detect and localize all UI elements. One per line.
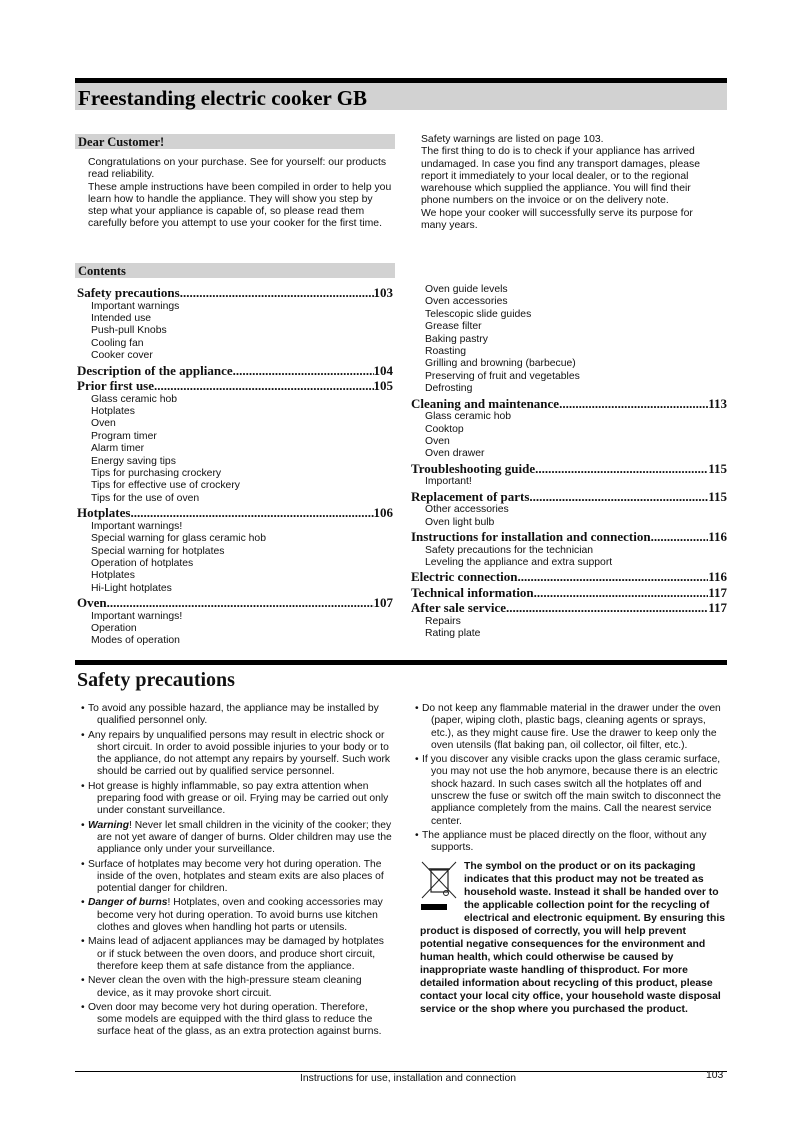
toc-leader-dots [130, 505, 373, 521]
toc-leader-dots [518, 569, 709, 585]
toc-subentry[interactable]: Hotplates [91, 570, 135, 582]
toc-entry-title: Instructions for installation and connection [411, 529, 651, 544]
toc-entry-page: 113 [708, 395, 727, 411]
toc-entry[interactable] [411, 461, 727, 477]
bullet-text: ! Never let small children in the vicinity of the cooker; they are not yet aware of danger of burns. Older children may use the appliance only under your surveillance. [97, 819, 392, 856]
toc-entry-title: Electric connection [411, 569, 518, 585]
toc-entry-title: Hotplates [77, 505, 131, 521]
toc-subentry[interactable]: Oven [91, 418, 116, 430]
toc-entry[interactable] [411, 396, 727, 412]
bullet-text: Oven door may become very hot during operation. Therefore, some models are equipped with the third glass to reduce the surface heat of the glass, as an extra protection against burns. [88, 1001, 382, 1038]
toc-subentry[interactable]: Tips for the use of oven [91, 492, 200, 504]
toc-subentry[interactable]: Roasting [425, 346, 467, 358]
bullet-text: Never clean the oven with the high-pressure steam cleaning device, as it may provoke short circuit. [88, 975, 362, 999]
toc-subentry[interactable]: Operation [91, 623, 137, 635]
toc-subentry[interactable]: Important warnings! [91, 520, 183, 532]
weee-notice [420, 860, 726, 1016]
page-number: 103 [706, 1070, 724, 1081]
toc-subentry[interactable]: Alarm timer [91, 443, 145, 455]
bullet-text: Hot grease is highly inflammable, so pay extra attention when preparing food with grease or oil. Frying may be carried out only under constant surveillance. [88, 780, 389, 817]
crossed-out-wheelie-bin-icon [420, 860, 460, 912]
toc-subentry[interactable]: Important warnings [91, 300, 180, 312]
toc-entry-title: Replacement of parts [411, 488, 530, 504]
toc-subentry[interactable]: Cooker cover [91, 350, 153, 362]
paragraph: The first thing to do is to check if your appliance has arrived undamaged. In case you find any transport damages, please report it immediately to your local dealer, or to the regional warehouse which supplied the appliance. You will find their phone numbers on the invoice or on the delivery note. [421, 146, 700, 207]
page-title: Freestanding electric cooker GB [78, 86, 368, 110]
bullet-text: Any repairs by unqualified persons may result in electric shock or short circuit. In order to avoid possible injuries to your body or to the appliance, do not attempt any repairs by yourself. Such work should be carried out by qualified service personnel. [88, 729, 391, 778]
toc-leader-dots [534, 585, 709, 601]
toc-leader-dots [529, 489, 708, 505]
toc-entry[interactable] [411, 585, 727, 601]
toc-entry[interactable] [77, 595, 393, 611]
paragraph: We hope your cooker will successfully serve its purpose for many years. [421, 207, 693, 232]
bullet-text: Do not keep any flammable material in the drawer under the oven (paper, wiping cloth, plastic bags, cleaning agents or sprays, etc.), as they might cause fire. Use the drawer to keep only the oven utensils (flat baking pan, oil collector, oil filter, etc.). [422, 703, 721, 751]
toc-right-column [411, 284, 727, 641]
toc-entry-page: 116 [708, 569, 727, 585]
safety-bullet [75, 1002, 395, 1039]
toc-leader-dots [154, 378, 373, 394]
toc-subentry[interactable]: Tips for effective use of crockery [91, 480, 240, 492]
dear-left-text [88, 157, 393, 231]
bullet-text: To avoid any possible hazard, the appliance may be installed by qualified personnel only. [88, 703, 379, 727]
safety-bullet [75, 897, 395, 934]
toc-leader-dots [180, 285, 374, 301]
safety-list-left [75, 703, 395, 1041]
toc-entry[interactable] [77, 378, 393, 394]
bullet-text: The appliance must be placed directly on the floor, without any supports. [422, 829, 707, 854]
toc-subentry[interactable]: Special warning for glass ceramic hob [91, 533, 266, 545]
safety-bullet [75, 703, 395, 728]
toc-entry[interactable] [77, 363, 393, 379]
toc-subentry[interactable]: Cooling fan [91, 337, 144, 349]
toc-subentry[interactable]: Program timer [91, 430, 157, 442]
toc-subentry[interactable]: Repairs [425, 615, 461, 627]
bullet-emphasis: Danger of burns [88, 897, 168, 909]
toc-subentry[interactable]: Tips for purchasing crockery [91, 467, 222, 479]
safety-bullet [75, 859, 395, 896]
safety-list-right [409, 703, 727, 857]
toc-subentry[interactable]: Important! [425, 476, 472, 488]
toc-leader-dots [107, 595, 374, 611]
toc-leader-dots [559, 396, 708, 412]
toc-subentry[interactable]: Safety precautions for the technician [425, 544, 594, 556]
paragraph: Congratulations on your purchase. See for yourself: our products read reliability. [88, 157, 387, 181]
safety-bullet [75, 730, 395, 779]
bullet-text: ! Hotplates, oven and cooking accessories may become very hot during operation. To avoid burns use kitchen clothes and gloves when handling hot parts or utensils. [97, 897, 383, 934]
safety-bullet [75, 975, 395, 1000]
toc-entry-page: 106 [373, 505, 393, 521]
toc-subentry[interactable]: Preserving of fruit and vegetables [425, 370, 580, 382]
toc-subentry[interactable]: Modes of operation [91, 635, 180, 647]
toc-entry-title: Troubleshooting guide [411, 460, 536, 476]
toc-subentry[interactable]: Rating plate [425, 628, 481, 640]
toc-entry[interactable] [77, 285, 393, 301]
bullet-text: Mains lead of adjacent appliances may be damaged by hotplates or if stuck between the oven doors, and produce short circuit, therefore keep them at safe distance from the appliance. [88, 936, 384, 972]
toc-subentry[interactable]: Defrosting [425, 383, 473, 395]
toc-entry-page: 115 [708, 460, 727, 476]
bullet-text: If you discover any visible cracks upon the glass ceramic surface, you may not use the hob anymore, because there is an electric shock hazard. In such cases switch all the hotplates off and unscrew the fuse or switch off the main switch to disconnect the appliance completely from the mains. Call the nearest service center. [422, 754, 721, 827]
safety-section-header [75, 660, 727, 692]
dear-customer-heading: Dear Customer! [75, 134, 395, 149]
toc-left-column [77, 285, 393, 648]
toc-subentry[interactable]: Cooktop [425, 423, 464, 435]
toc-subentry[interactable]: Energy saving tips [91, 455, 176, 467]
safety-heading: Safety precautions [77, 669, 235, 691]
toc-subentry[interactable]: Telescopic slide guides [425, 308, 532, 320]
toc-subentry[interactable]: Glass ceramic hob [91, 393, 178, 405]
contents-heading: Contents [75, 263, 395, 278]
toc-subentry[interactable]: Intended use [91, 312, 152, 324]
toc-entry[interactable] [77, 505, 393, 521]
bullet-text: Surface of hotplates may become very hot during operation. The inside of the oven, hotplates and steam exits are also places of potential danger for children. [88, 858, 384, 895]
toc-entry-title: After sale service [411, 600, 507, 616]
safety-bullet [75, 781, 395, 818]
toc-entry-page: 117 [708, 600, 727, 616]
toc-entry-title: Safety precautions [77, 285, 180, 300]
toc-subentry[interactable]: Important warnings! [91, 610, 183, 622]
toc-entry-title: Cleaning and maintenance [411, 395, 560, 411]
toc-entry[interactable] [411, 489, 727, 505]
toc-subentry[interactable]: Special warning for hotplates [91, 545, 225, 557]
dear-right-text [421, 134, 721, 232]
title-bar [75, 78, 727, 110]
toc-subentry[interactable]: Oven guide levels [425, 284, 508, 295]
toc-subentry[interactable]: Baking pastry [425, 333, 488, 345]
toc-entry[interactable] [411, 600, 727, 616]
safety-bullet [409, 830, 727, 855]
toc-subentry[interactable]: Glass ceramic hob [425, 411, 512, 423]
safety-bullet [75, 820, 395, 857]
toc-subentry[interactable]: Hi-Light hotplates [91, 582, 172, 594]
bullet-emphasis: Warning [88, 819, 129, 831]
toc-subentry[interactable]: Leveling the appliance and extra support [425, 556, 613, 568]
footer-text: Instructions for use, installation and connection [300, 1073, 517, 1084]
toc-leader-dots [506, 600, 708, 616]
toc-entry-page: 103 [373, 285, 393, 300]
toc-entry-page: 115 [708, 488, 727, 504]
weee-text: The symbol on the product or on its packaging indicates that this product may not be treated as household waste. Instead it shall be handed over to the applicable collection point for the recycling of electrical and electronic equipment. By ensuring this product is disposed of correctly, you will help prevent potential negative consequences for the environment and human health, which could otherwise be caused by inappropriate waste handling of thisproduct. For more detailed information about recycling of this product, please contact your local city office, your household waste disposal service or the shop where you purchased the product. [420, 861, 725, 1015]
toc-entry-title: Prior first use [77, 378, 155, 394]
toc-entry-page: 117 [708, 584, 727, 600]
toc-entry[interactable] [411, 529, 727, 545]
safety-bullet [409, 754, 727, 828]
toc-subentry[interactable]: Oven accessories [425, 296, 508, 308]
toc-entry-page: 105 [373, 378, 393, 394]
safety-bullet [75, 936, 395, 973]
toc-subentry[interactable]: Oven light bulb [425, 516, 495, 528]
toc-entry-title: Technical information [411, 584, 534, 600]
toc-subentry[interactable]: Hotplates [91, 405, 135, 417]
toc-subentry[interactable]: Grease filter [425, 321, 482, 333]
toc-entry-title: Oven [77, 595, 107, 611]
toc-subentry[interactable]: Grilling and browning (barbecue) [425, 358, 576, 370]
paragraph: Safety warnings are listed on page 103. [421, 134, 604, 145]
toc-leader-dots [233, 363, 374, 379]
toc-entry[interactable] [411, 569, 727, 585]
toc-subentry[interactable]: Other accessories [425, 504, 509, 516]
toc-leader-dots [535, 461, 708, 477]
safety-bullet [409, 703, 727, 752]
toc-entry-title: Description of the appliance [77, 362, 233, 378]
toc-entry-page: 104 [373, 362, 393, 378]
toc-entry-page: 116 [708, 529, 727, 544]
toc-subentry[interactable]: Push-pull Knobs [91, 325, 167, 337]
toc-entry-page: 107 [373, 595, 393, 611]
toc-subentry[interactable]: Operation of hotplates [91, 557, 194, 569]
toc-subentry[interactable]: Oven drawer [425, 448, 485, 460]
toc-leader-dots [651, 529, 709, 545]
paragraph: These ample instructions have been compiled in order to help you learn how to handle the appliance. They will show you step by step what your appliance is capable of, so please read them carefully before you attempt to use your cooker for the first time. [88, 181, 392, 230]
footer-divider [75, 1071, 727, 1072]
toc-subentry[interactable]: Oven [425, 435, 450, 447]
